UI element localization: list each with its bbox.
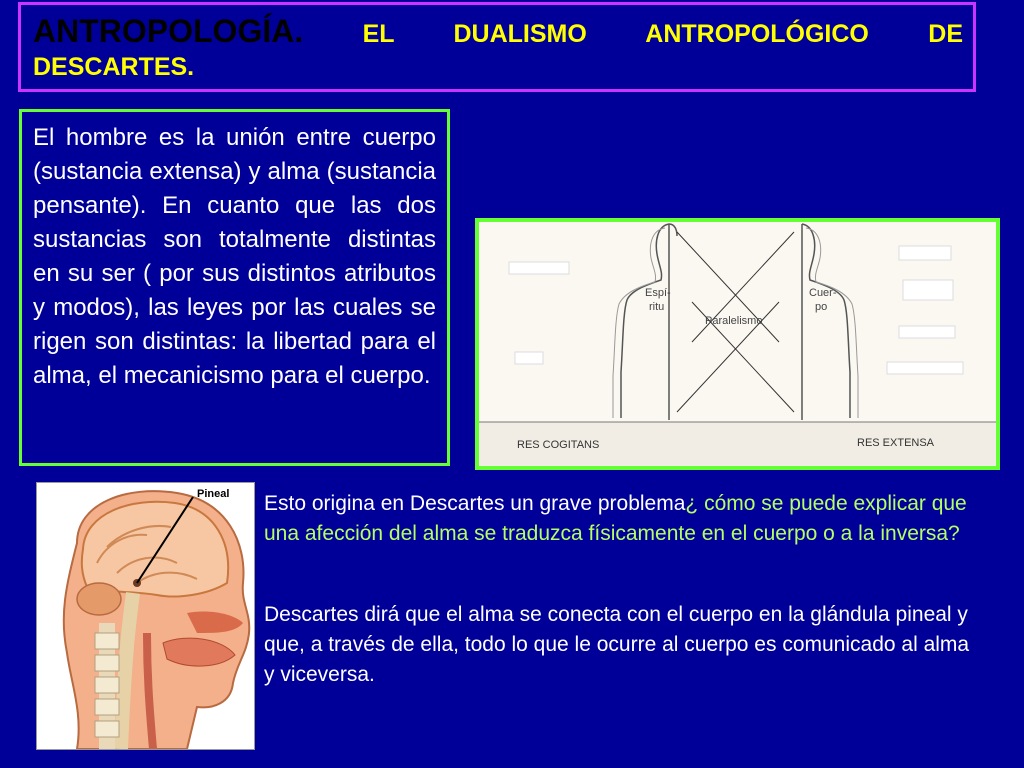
res-extensa-label: RES EXTENSA — [857, 437, 935, 449]
problem-paragraph — [264, 489, 984, 549]
parallelism-diagram — [475, 218, 1000, 470]
spirit-label-2: ritu — [649, 301, 665, 313]
spirit-label-1: Espí- — [645, 287, 671, 299]
pineal-paragraph: Descartes dirá que el alma se conecta con el cuerpo en la glándula pineal y que, a través de ella, todo lo que le ocurre al cuerpo es comunicado al alma y viceversa. — [264, 603, 970, 686]
pineal-label: Pineal — [197, 488, 230, 500]
dualism-text-box: El hombre es la unión entre cuerpo (sustancia extensa) y alma (sustancia pensante). En cuanto que las dos sustancias son totalmente distintas en su ser ( por sus distintos atributos y modos), las leyes por las cuales se rigen son distintas: la libertad para el alma, el mecanicismo para el cuerpo. — [19, 109, 450, 466]
title-main: ANTROPOLOGÍA — [33, 13, 295, 49]
problem-question: ¿ cómo se puede explicar que una afección del alma se traduzca físicamente en el cuerpo o a la inversa? — [264, 492, 967, 545]
title-line-1 — [33, 13, 963, 52]
title-rest: EL DUALISMO ANTROPOLÓGICO DE — [362, 20, 963, 48]
problem-text: Esto origina en Descartes un grave problema — [264, 492, 686, 515]
title-dot: . — [294, 13, 304, 49]
res-cogitans-label: RES COGITANS — [517, 439, 600, 451]
body-label-2: po — [815, 301, 828, 313]
parallelism-label: Paralelismo — [705, 315, 763, 327]
title-line-2: DESCARTES. — [33, 53, 195, 81]
pineal-gland-illustration — [36, 482, 255, 750]
body-label-1: Cuer- — [809, 287, 837, 299]
title-box — [18, 2, 976, 92]
